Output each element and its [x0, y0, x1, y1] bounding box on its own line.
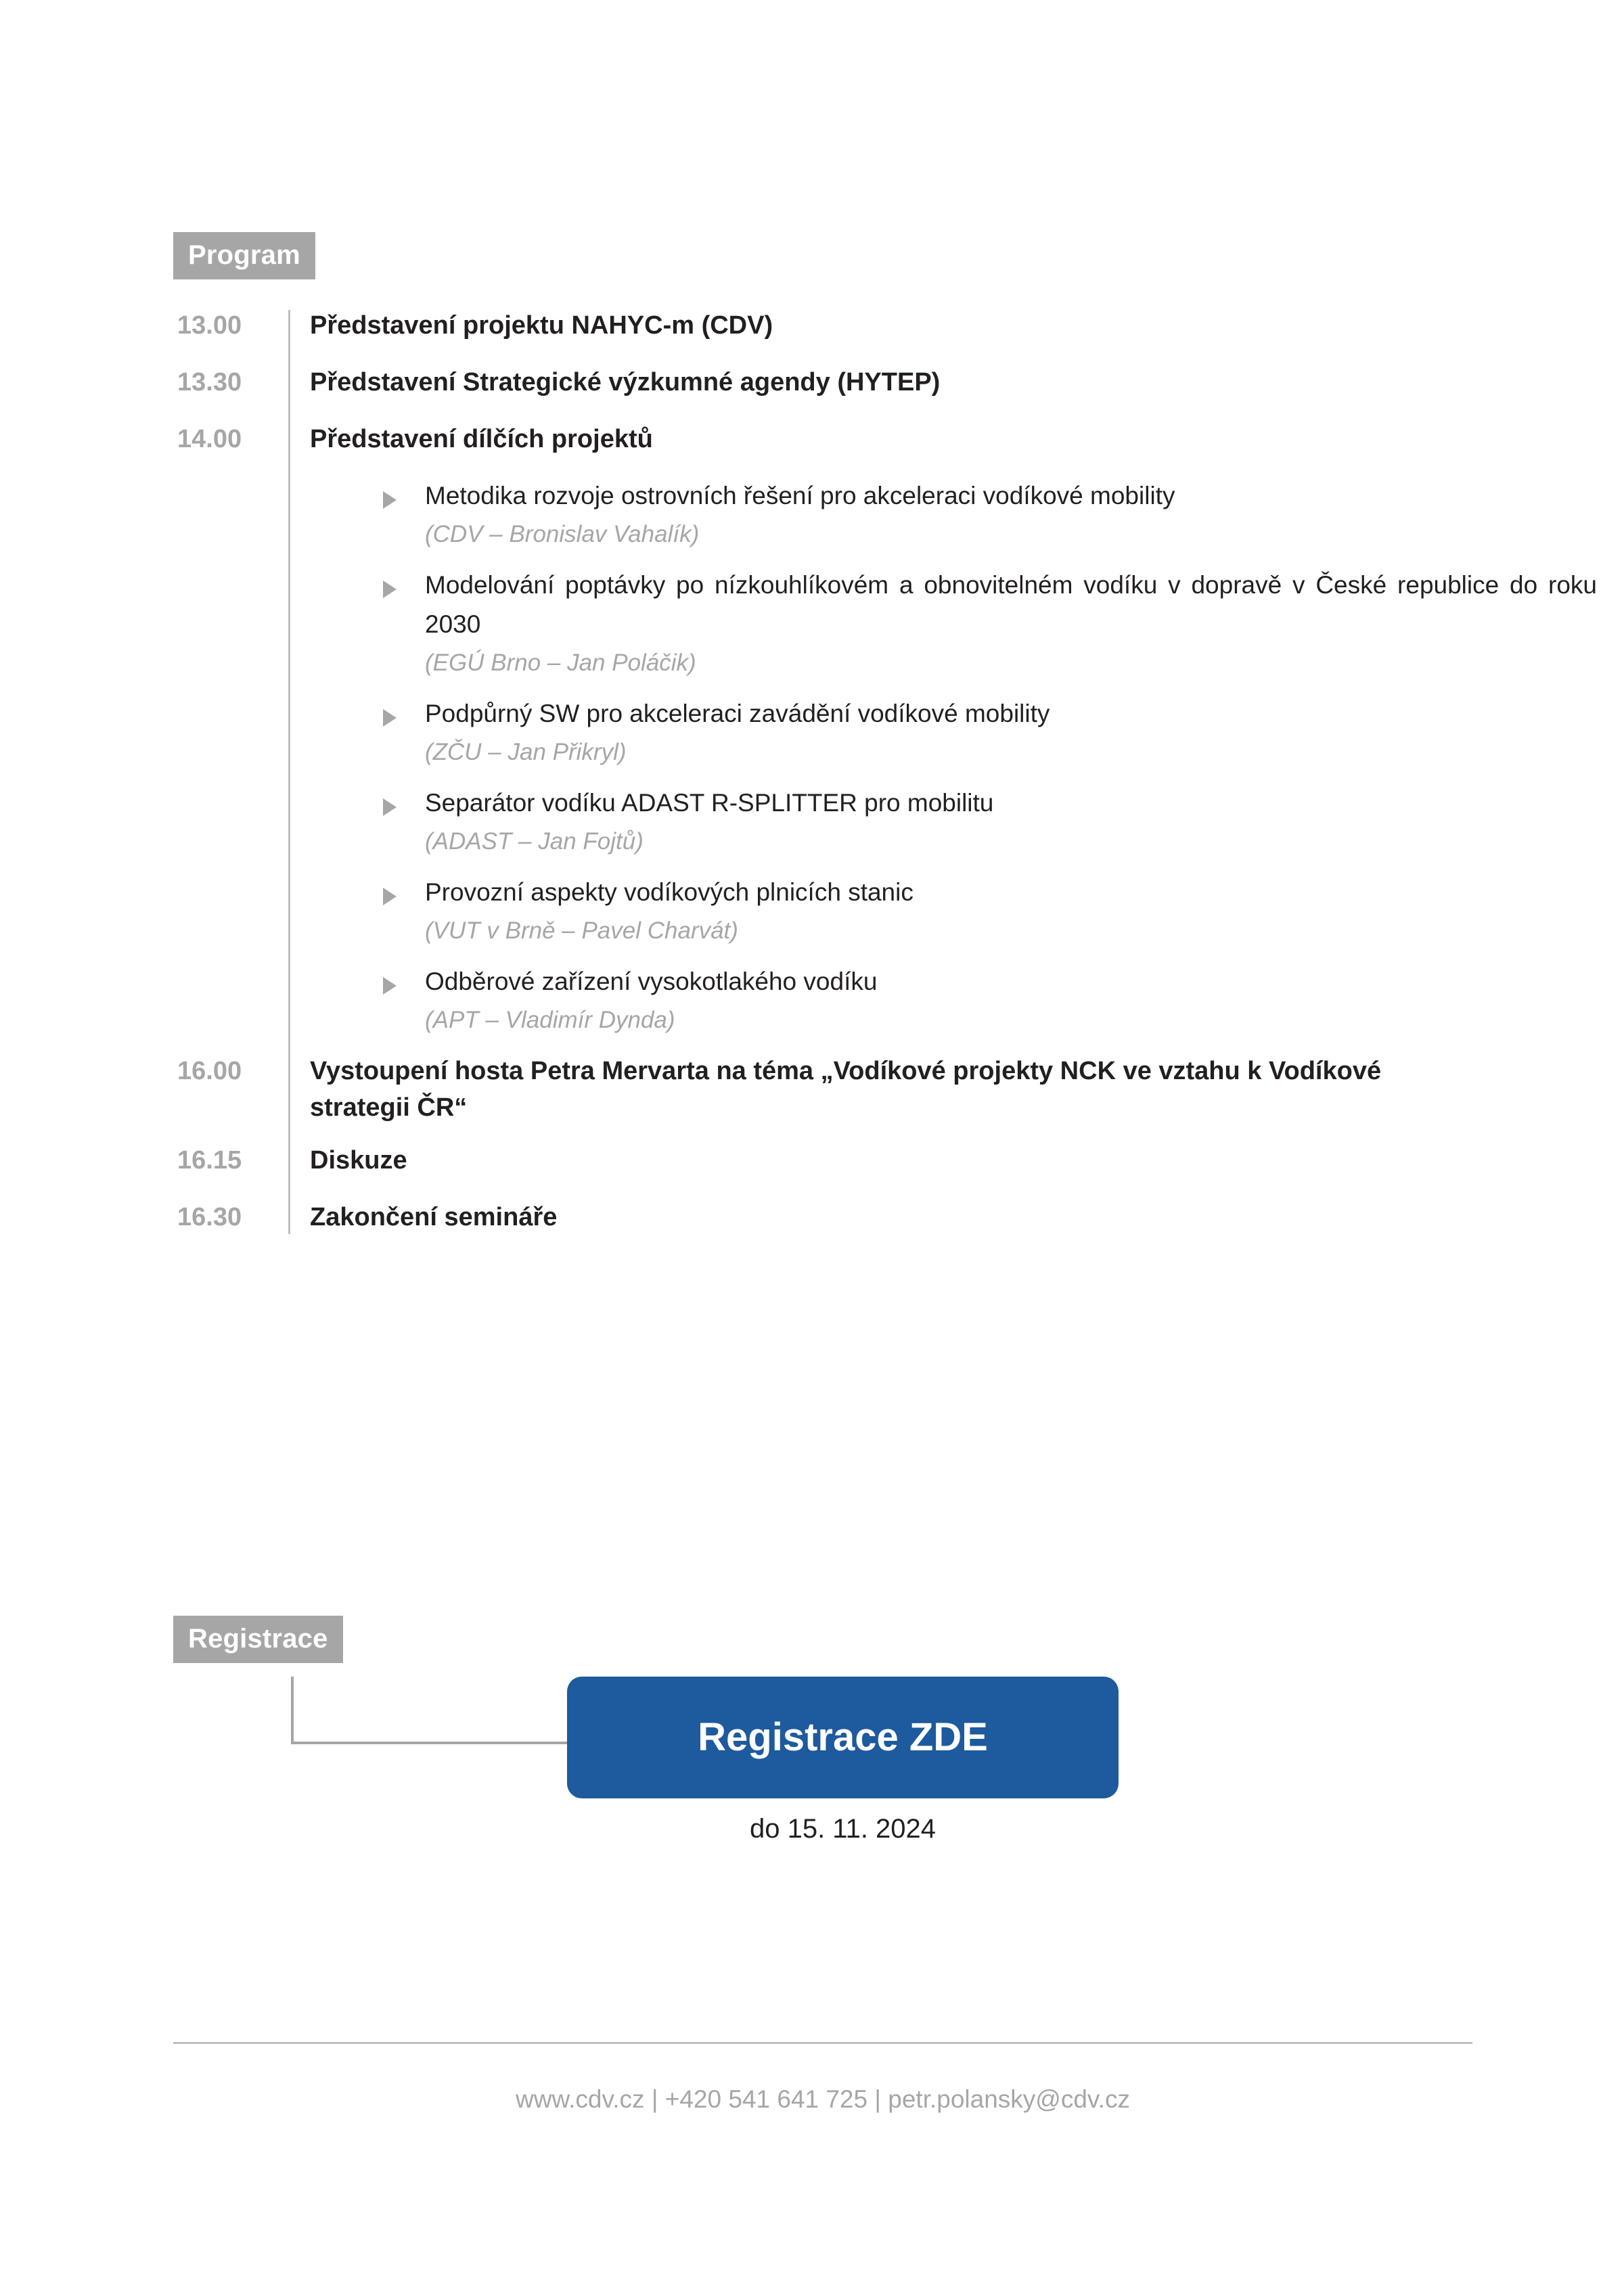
triangle-bullet-icon [383, 581, 397, 598]
program-subitem [383, 694, 1597, 783]
program-body [288, 419, 1597, 1051]
program-title: Diskuze [310, 1146, 407, 1175]
program-row [173, 1198, 1472, 1235]
program-list [173, 306, 1597, 1235]
program-body [288, 306, 1472, 363]
program-body [288, 1141, 1472, 1198]
registration-area [173, 1670, 1472, 1886]
triangle-bullet-icon [383, 798, 397, 816]
program-row [173, 306, 1472, 363]
subitem-title: Separátor vodíku ADAST R-SPLITTER pro mobilitu [425, 789, 994, 817]
program-title: Představení projektu NAHYC-m (CDV) [310, 311, 773, 340]
program-subitem-list [310, 475, 1597, 1051]
subitem-author: (VUT v Brně – Pavel Charvát) [425, 917, 738, 944]
footer-divider [173, 2042, 1472, 2044]
program-body [288, 1198, 1472, 1235]
subitem-author: (ADAST – Jan Fojtů) [425, 828, 644, 855]
subitem-title: Odběrové zařízení vysokotlakého vodíku [425, 968, 878, 995]
program-title: Představení dílčích projektů [310, 425, 653, 453]
program-time: 16.15 [177, 1146, 242, 1175]
triangle-bullet-icon [383, 888, 397, 905]
program-time: 16.00 [177, 1057, 242, 1085]
program-section-badge: Program [173, 232, 315, 279]
program-title: Vystoupení hosta Petra Mervarta na téma „Vodíkové projekty NCK ve vztahu k Vodíkové strategii ČR“ [310, 1057, 1382, 1122]
registration-button[interactable]: Registrace ZDE [567, 1677, 1119, 1798]
subitem-title: Provozní aspekty vodíkových plnicích stanic [425, 878, 914, 906]
program-time: 13.00 [177, 311, 242, 340]
triangle-bullet-icon [383, 709, 397, 727]
program-body [288, 363, 1472, 419]
program-subitem [383, 783, 1597, 873]
program-time: 14.00 [177, 425, 242, 453]
program-time: 16.30 [177, 1203, 242, 1231]
subitem-author: (APT – Vladimír Dynda) [425, 1007, 675, 1033]
subitem-title: Modelování poptávky po nízkouhlíkovém a obnovitelném vodíku v dopravě v České republice do roku 2030 [425, 571, 1597, 638]
program-row [173, 1051, 1472, 1141]
program-title: Zakončení semináře [310, 1203, 558, 1231]
program-body [288, 1051, 1472, 1141]
program-subitem [383, 476, 1597, 566]
program-subitem [383, 873, 1597, 962]
program-subitem [383, 566, 1597, 694]
footer-contact: www.cdv.cz | +420 541 641 725 | petr.polansky@cdv.cz [516, 2085, 1130, 2113]
subitem-author: (ZČU – Jan Přikryl) [425, 739, 627, 765]
program-subitem [383, 962, 1597, 1051]
subitem-author: (CDV – Bronislav Vahalík) [425, 521, 700, 547]
registration-deadline: do 15. 11. 2024 [749, 1814, 937, 1844]
registration-section-badge: Registrace [173, 1616, 343, 1663]
program-time: 13.30 [177, 368, 242, 396]
program-row [173, 363, 1472, 419]
triangle-bullet-icon [383, 977, 397, 995]
subitem-title: Metodika rozvoje ostrovních řešení pro akceleraci vodíkové mobility [425, 482, 1175, 509]
triangle-bullet-icon [383, 491, 397, 509]
program-title: Představení Strategické výzkumné agendy (HYTEP) [310, 368, 941, 396]
subitem-title: Podpůrný SW pro akceleraci zavádění vodíkové mobility [425, 700, 1050, 727]
subitem-author: (EGÚ Brno – Jan Poláčik) [425, 650, 696, 676]
program-row [173, 1141, 1472, 1198]
program-row [173, 419, 1597, 1051]
